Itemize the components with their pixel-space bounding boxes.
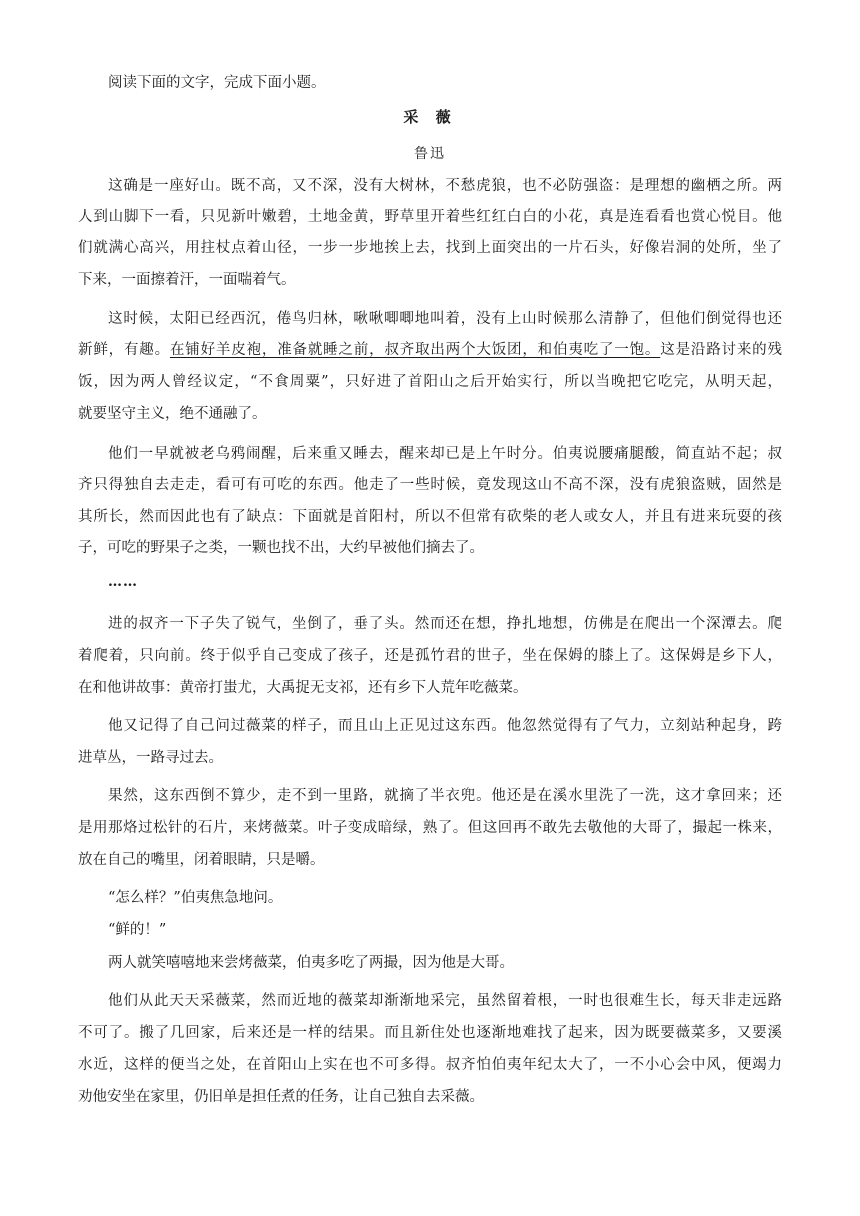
paragraph-line: 他们一早就被老乌鸦闹醒，后来重又睡去，醒来却已是上午时分。伯夷说腰痛腿酸，简直站不起；叔 — [108, 446, 782, 462]
paragraph-line: 两人就笑嘻嘻地来尝烤薇菜，伯夷多吃了两撮，因为他是大哥。 — [108, 955, 514, 971]
paragraph-line: 不可了。搬了几回家，后来还是一样的结果。而且新住处也逐渐地难找了起来，因为既要薇菜多，又要溪 — [78, 1025, 782, 1041]
paragraph-line: 水近，这样的便当之处，在首阳山上实在也不可多得。叔齐怕伯夷年纪太大了，一不小心会中风，便竭力 — [78, 1057, 782, 1073]
paragraph-line: 他又记得了自己问过薇菜的样子，而且山上正见过这东西。他忽然觉得有了气力，立刻站种起身，跨 — [108, 718, 782, 734]
instruction-text: 阅读下面的文字，完成下面小题。 — [108, 75, 326, 91]
paragraph-line: 进的叔齐一下子失了锐气，坐倒了，垂了头。然而还在想，挣扎地想，仿佛是在爬出一个深潭去。爬 — [108, 616, 782, 632]
ellipsis-mark: …… — [108, 574, 138, 590]
paragraph-line: 他们从此天天采薇菜，然而近地的薇菜却渐渐地采完，虽然留着根，一时也很难生长，每天非走远路 — [108, 993, 782, 1009]
paragraph-line: 着爬着，只向前。终于似乎自己变成了孩子，还是孤竹君的世子，坐在保姆的膝上了。这保姆是乡下人， — [78, 648, 782, 664]
dialogue-line: “怎么样？”伯夷焦急地问。 — [108, 890, 283, 906]
paragraph-line: 这确是一座好山。既不高，又不深，没有大树林，不愁虎狼，也不必防强盗：是理想的幽栖之所。两 — [108, 178, 782, 194]
paragraph-line: 是用那烙过松针的石片，来烤薇菜。叶子变成暗绿，熟了。但这回再不敢先去敬他的大哥了，撮起一株来， — [78, 820, 782, 836]
paragraph-line: 进草丛，一路寻过去。 — [78, 750, 223, 766]
text-segment: 这是沿路讨来的残 — [660, 342, 783, 358]
paragraph-line: 下来，一面擦着汗，一面喘着气。 — [78, 272, 296, 288]
underlined-sentence: 在铺好羊皮袍，准备就睡之前，叔齐取出两个大饭团，和伯夷吃了一饱。 — [169, 342, 661, 358]
article-author: 鲁迅 — [414, 146, 446, 162]
paragraph-line: 在和他讲故事：黄帝打蚩尤，大禹捉无支祁，还有乡下人荒年吃薇菜。 — [78, 680, 528, 696]
paragraph-line: 们就满心高兴，用拄杖点着山径，一步一步地挨上去，找到上面突出的一片石头，好像岩洞的处所，坐了 — [78, 240, 782, 256]
dialogue-line: “鲜的！” — [108, 922, 167, 938]
paragraph-line: 齐只得独自去走走，看可有可吃的东西。他走了一些时候，竟发现这山不高不深，没有虎狼盗贼，固然是 — [78, 477, 782, 493]
paragraph-line: 这时候，太阳已经西沉，倦鸟归林，啾啾唧唧地叫着，没有上山时候那么清静了，但他们倒觉得也还 — [108, 311, 782, 327]
paragraph-line-with-underline — [78, 340, 782, 360]
paragraph-line: 人到山脚下一看，只见新叶嫩碧，土地金黄，野草里开着些红红白白的小花，真是连看看也赏心悦目。他 — [78, 209, 782, 225]
paragraph-line: 放在自己的嘴里，闭着眼睛，只是嚼。 — [78, 852, 325, 868]
paragraph-line: 就要坚守主义，绝不通融了。 — [78, 406, 267, 422]
article-title: 采 薇 — [403, 108, 457, 126]
paragraph-line: 饭，因为两人曾经议定，“不食周粟”，只好进了首阳山之后开始实行，所以当晚把它吃完，从明天起， — [78, 374, 782, 390]
text-segment: 新鲜，有趣。 — [78, 342, 170, 358]
paragraph-line: 劝他安坐在家里，仍旧单是担任煮的任务，让自己独自去采薇。 — [78, 1089, 484, 1105]
paragraph-line: 子，可吃的野果子之类，一颗也找不出，大约早被他们摘去了。 — [78, 540, 484, 556]
paragraph-line: 果然，这东西倒不算少，走不到一里路，就摘了半衣兜。他还是在溪水里洗了一洗，这才拿回来；还 — [108, 788, 782, 804]
paragraph-line: 其所长，然而因此也有了缺点：下面就是首阳村，所以不但常有砍柴的老人或女人，并且有进来玩耍的孩 — [78, 509, 782, 525]
